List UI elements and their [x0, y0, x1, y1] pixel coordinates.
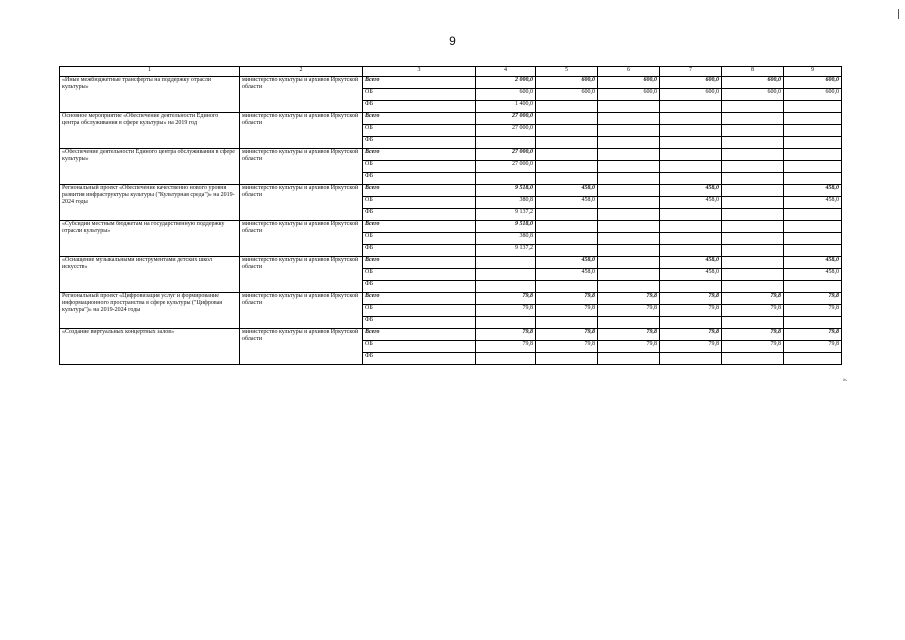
amount-cell [722, 137, 784, 149]
activity-name-cell: «Оснащение музыкальными инструментами детских школ искусств» [60, 257, 240, 293]
amount-cell: 79,8 [476, 293, 536, 305]
activity-name-cell: «Иные межбюджетные трансферты на поддержку отрасли культуры» [60, 77, 240, 113]
amount-cell [784, 113, 842, 125]
closing-quote-mark: ». [843, 377, 848, 383]
amount-cell: 600,0 [722, 77, 784, 89]
amount-cell [722, 173, 784, 185]
amount-cell [722, 221, 784, 233]
amount-cell: 458,0 [784, 185, 842, 197]
amount-cell [598, 233, 660, 245]
funding-source-cell: ОБ [363, 233, 476, 245]
amount-cell: 458,0 [784, 257, 842, 269]
funding-source-cell: ОБ [363, 305, 476, 317]
amount-cell: 458,0 [660, 269, 722, 281]
funding-source-cell: Всего [363, 185, 476, 197]
amount-cell [660, 221, 722, 233]
activity-name-cell: Региональный проект «Цифровизация услуг и формирование информационного пространства в сфере культуры ("Цифровая культура")» на 2019-2024 годы [60, 293, 240, 329]
activity-name-cell: «Субсидии местным бюджетам на государственную поддержку отрасли культуры» [60, 221, 240, 257]
executor-cell: министерство культуры и архивов Иркутской области [240, 77, 363, 113]
amount-cell [784, 209, 842, 221]
amount-cell: 458,0 [784, 197, 842, 209]
funding-source-cell: ФБ [363, 353, 476, 365]
amount-cell: 79,8 [722, 341, 784, 353]
amount-cell: 79,8 [722, 329, 784, 341]
activity-name-cell: Основное мероприятие «Обеспечение деятельности Единого центра обслуживания в сфере культуры» на 2019 год [60, 113, 240, 149]
amount-cell: 600,0 [660, 77, 722, 89]
amount-cell [722, 257, 784, 269]
header-row [60, 67, 842, 77]
column-header-7: 7 [660, 67, 722, 77]
amount-cell [784, 281, 842, 293]
amount-cell [598, 161, 660, 173]
page-number: 9 [449, 34, 456, 48]
amount-cell: 79,8 [784, 341, 842, 353]
amount-cell [722, 233, 784, 245]
amount-cell: 79,8 [536, 305, 598, 317]
funding-source-cell: ФБ [363, 317, 476, 329]
funding-source-cell: ФБ [363, 101, 476, 113]
amount-cell: 79,8 [784, 293, 842, 305]
amount-cell [598, 269, 660, 281]
amount-cell: 600,0 [536, 77, 598, 89]
amount-cell [660, 137, 722, 149]
executor-cell: министерство культуры и архивов Иркутской области [240, 185, 363, 221]
amount-cell [536, 101, 598, 113]
amount-cell [536, 221, 598, 233]
amount-cell [722, 197, 784, 209]
amount-cell [784, 233, 842, 245]
amount-cell [536, 149, 598, 161]
amount-cell: 79,8 [476, 305, 536, 317]
amount-cell: 458,0 [784, 269, 842, 281]
amount-cell [784, 137, 842, 149]
table-row [60, 293, 842, 305]
table-row [60, 329, 842, 341]
amount-cell: 79,8 [660, 293, 722, 305]
amount-cell [722, 209, 784, 221]
activity-name-cell: Региональный проект «Обеспечение качественно нового уровня развития инфраструктуры культуры ("Культурная среда")» на 2019-2024 годы [60, 185, 240, 221]
amount-cell [722, 281, 784, 293]
amount-cell: 79,8 [598, 293, 660, 305]
amount-cell [722, 185, 784, 197]
amount-cell: 458,0 [536, 269, 598, 281]
amount-cell [722, 245, 784, 257]
table-body [60, 77, 842, 365]
amount-cell [784, 221, 842, 233]
amount-cell [660, 101, 722, 113]
amount-cell [598, 353, 660, 365]
amount-cell: 458,0 [536, 197, 598, 209]
amount-cell [536, 125, 598, 137]
funding-source-cell: Всего [363, 77, 476, 89]
amount-cell: 600,0 [476, 89, 536, 101]
amount-cell [660, 353, 722, 365]
amount-cell [536, 233, 598, 245]
amount-cell [598, 221, 660, 233]
funding-source-cell: ФБ [363, 137, 476, 149]
amount-cell: 2 000,0 [476, 77, 536, 89]
amount-cell: 600,0 [722, 89, 784, 101]
amount-cell: 79,8 [598, 305, 660, 317]
activity-name-cell: «Создание виртуальных концертных залов» [60, 329, 240, 365]
amount-cell: 600,0 [784, 77, 842, 89]
amount-cell: 27 000,0 [476, 113, 536, 125]
amount-cell [722, 101, 784, 113]
executor-cell: министерство культуры и архивов Иркутской области [240, 113, 363, 149]
amount-cell: 79,8 [476, 341, 536, 353]
funding-source-cell: ОБ [363, 125, 476, 137]
amount-cell [476, 137, 536, 149]
amount-cell [784, 125, 842, 137]
amount-cell [722, 113, 784, 125]
amount-cell: 600,0 [660, 89, 722, 101]
amount-cell: 1 400,0 [476, 101, 536, 113]
amount-cell [598, 173, 660, 185]
amount-cell [784, 161, 842, 173]
amount-cell: 27 000,0 [476, 161, 536, 173]
amount-cell: 380,8 [476, 233, 536, 245]
edge-mark [898, 9, 899, 19]
amount-cell [536, 137, 598, 149]
amount-cell [476, 281, 536, 293]
amount-cell [536, 353, 598, 365]
amount-cell: 79,8 [660, 305, 722, 317]
table-row [60, 113, 842, 125]
amount-cell [598, 197, 660, 209]
column-header-8: 8 [722, 67, 784, 77]
amount-cell [476, 353, 536, 365]
amount-cell [660, 125, 722, 137]
amount-cell [598, 149, 660, 161]
amount-cell [660, 281, 722, 293]
amount-cell: 600,0 [536, 89, 598, 101]
amount-cell [598, 185, 660, 197]
amount-cell [722, 125, 784, 137]
funding-source-cell: ФБ [363, 281, 476, 293]
amount-cell [660, 173, 722, 185]
table-row [60, 257, 842, 269]
amount-cell: 79,8 [476, 329, 536, 341]
column-header-2: 2 [240, 67, 363, 77]
column-header-6: 6 [598, 67, 660, 77]
amount-cell [722, 269, 784, 281]
funding-source-cell: ФБ [363, 173, 476, 185]
amount-cell [598, 125, 660, 137]
funding-source-cell: Всего [363, 113, 476, 125]
amount-cell [784, 101, 842, 113]
amount-cell [598, 317, 660, 329]
funding-source-cell: ФБ [363, 209, 476, 221]
activity-name-cell: «Обеспечение деятельности Единого центра обслуживания в сфере культуры» [60, 149, 240, 185]
column-header-5: 5 [536, 67, 598, 77]
amount-cell [722, 317, 784, 329]
amount-cell [598, 209, 660, 221]
amount-cell [536, 281, 598, 293]
funding-source-cell: Всего [363, 329, 476, 341]
amount-cell [784, 149, 842, 161]
amount-cell [536, 113, 598, 125]
amount-cell [476, 269, 536, 281]
amount-cell [536, 173, 598, 185]
amount-cell [598, 245, 660, 257]
budget-table [59, 66, 842, 365]
amount-cell [660, 233, 722, 245]
amount-cell [598, 257, 660, 269]
amount-cell [536, 161, 598, 173]
amount-cell: 27 000,0 [476, 125, 536, 137]
funding-source-cell: ОБ [363, 269, 476, 281]
funding-source-cell: ФБ [363, 245, 476, 257]
table-row [60, 185, 842, 197]
amount-cell [660, 317, 722, 329]
executor-cell: министерство культуры и архивов Иркутской области [240, 221, 363, 257]
executor-cell: министерство культуры и архивов Иркутской области [240, 293, 363, 329]
amount-cell [722, 161, 784, 173]
funding-source-cell: Всего [363, 221, 476, 233]
amount-cell: 27 000,0 [476, 149, 536, 161]
column-header-3: 3 [363, 67, 476, 77]
amount-cell [536, 209, 598, 221]
amount-cell: 600,0 [598, 89, 660, 101]
amount-cell [660, 209, 722, 221]
amount-cell [784, 173, 842, 185]
amount-cell [598, 137, 660, 149]
amount-cell [476, 257, 536, 269]
amount-cell [476, 173, 536, 185]
amount-cell: 79,8 [660, 341, 722, 353]
amount-cell [660, 149, 722, 161]
amount-cell: 600,0 [784, 89, 842, 101]
amount-cell: 600,0 [598, 77, 660, 89]
column-header-9: 9 [784, 67, 842, 77]
amount-cell [598, 113, 660, 125]
amount-cell: 79,8 [722, 293, 784, 305]
amount-cell: 380,8 [476, 197, 536, 209]
amount-cell: 79,8 [660, 329, 722, 341]
table-row [60, 77, 842, 89]
executor-cell: министерство культуры и архивов Иркутской области [240, 257, 363, 293]
amount-cell: 458,0 [660, 185, 722, 197]
executor-cell: министерство культуры и архивов Иркутской области [240, 149, 363, 185]
amount-cell: 458,0 [660, 257, 722, 269]
amount-cell: 458,0 [536, 185, 598, 197]
amount-cell [784, 317, 842, 329]
amount-cell [536, 317, 598, 329]
amount-cell: 79,8 [722, 305, 784, 317]
amount-cell: 79,8 [536, 329, 598, 341]
amount-cell: 9 518,0 [476, 221, 536, 233]
amount-cell: 458,0 [660, 197, 722, 209]
funding-source-cell: ОБ [363, 161, 476, 173]
amount-cell [598, 281, 660, 293]
amount-cell: 9 518,0 [476, 185, 536, 197]
amount-cell: 458,0 [536, 257, 598, 269]
amount-cell: 9 137,2 [476, 245, 536, 257]
amount-cell [660, 245, 722, 257]
column-header-1: 1 [60, 67, 240, 77]
amount-cell: 9 137,2 [476, 209, 536, 221]
amount-cell: 79,8 [598, 341, 660, 353]
amount-cell: 79,8 [536, 293, 598, 305]
table-row [60, 149, 842, 161]
amount-cell [784, 353, 842, 365]
funding-source-cell: ОБ [363, 197, 476, 209]
funding-source-cell: Всего [363, 149, 476, 161]
amount-cell: 79,8 [598, 329, 660, 341]
amount-cell [660, 113, 722, 125]
amount-cell [476, 317, 536, 329]
funding-source-cell: Всего [363, 257, 476, 269]
amount-cell: 79,8 [784, 329, 842, 341]
table-row [60, 221, 842, 233]
amount-cell [784, 245, 842, 257]
amount-cell [536, 245, 598, 257]
funding-source-cell: Всего [363, 293, 476, 305]
executor-cell: министерство культуры и архивов Иркутской области [240, 329, 363, 365]
amount-cell: 79,8 [536, 341, 598, 353]
amount-cell [660, 161, 722, 173]
amount-cell: 79,8 [784, 305, 842, 317]
column-header-4: 4 [476, 67, 536, 77]
funding-source-cell: ОБ [363, 341, 476, 353]
funding-source-cell: ОБ [363, 89, 476, 101]
amount-cell [598, 101, 660, 113]
amount-cell [722, 149, 784, 161]
amount-cell [722, 353, 784, 365]
